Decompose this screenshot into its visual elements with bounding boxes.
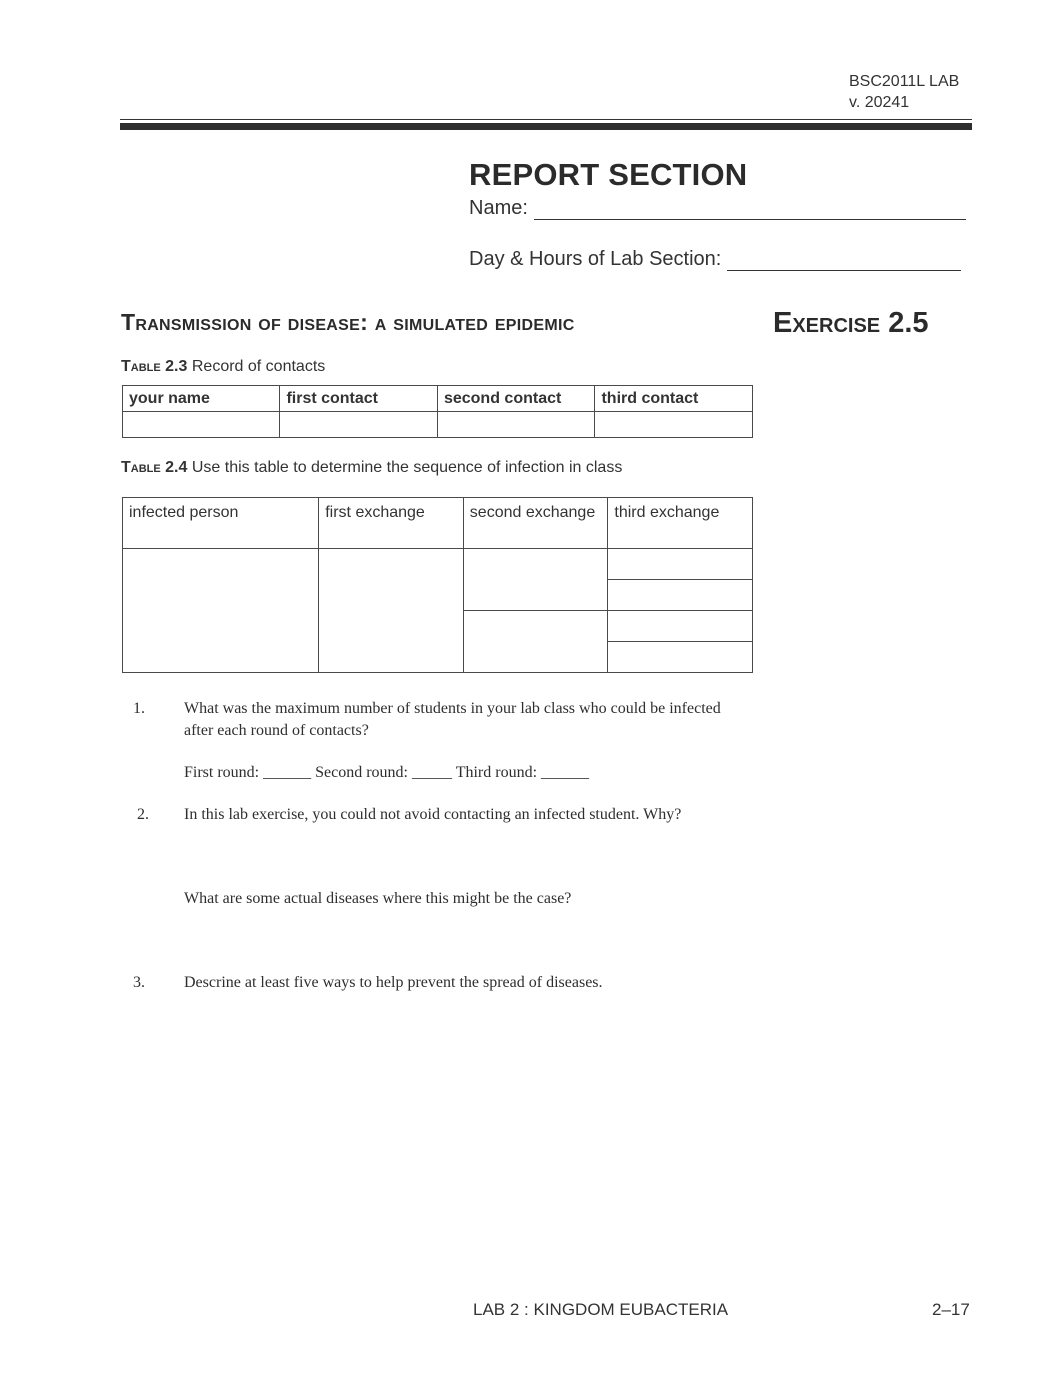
footer-lab-title: LAB 2 : KINGDOM EUBACTERIA <box>473 1300 729 1319</box>
header-rule-thin <box>120 119 972 120</box>
table-2-4-caption <box>121 459 622 477</box>
exercise-number: Exercise 2.5 <box>773 307 929 339</box>
header-cell: second contact <box>437 386 595 412</box>
table-2-3-caption-text: Record of contacts <box>191 358 326 375</box>
header-cell: third exchange <box>608 498 753 549</box>
name-label: Name: <box>469 197 528 219</box>
blank-cell[interactable] <box>608 549 753 580</box>
blank-cell[interactable] <box>123 412 280 438</box>
document-header <box>849 71 959 113</box>
blank-cell[interactable] <box>608 642 753 673</box>
page-number: 2–17 <box>932 1300 970 1319</box>
header-cell: first contact <box>280 386 438 412</box>
exercise-title: Transmission of disease: a simulated epidemic <box>121 309 575 335</box>
question-3-number: 3. <box>133 974 145 991</box>
header-rule-thick <box>120 123 972 130</box>
blank-cell[interactable] <box>437 412 595 438</box>
header-cell: your name <box>123 386 280 412</box>
question-3-text: Descrine at least five ways to help prevent the spread of diseases. <box>184 974 603 991</box>
lab-section-field-row <box>469 248 961 271</box>
infection-sequence-table <box>122 497 753 673</box>
blank-cell[interactable] <box>608 611 753 642</box>
question-2-text: In this lab exercise, you could not avoid contacting an infected student. Why? <box>184 806 682 823</box>
lab-section-label: Day & Hours of Lab Section: <box>469 248 722 270</box>
question-1-text: What was the maximum number of students in your lab class who could be infected after each round of contacts? <box>184 700 721 739</box>
lab-section-blank[interactable] <box>727 250 961 271</box>
header-cell: infected person <box>123 498 319 549</box>
blank-cell[interactable] <box>319 549 464 673</box>
blank-cell[interactable] <box>280 412 438 438</box>
table-2-3-label: Table 2.3 <box>121 358 188 375</box>
table-row <box>123 549 753 580</box>
report-section-title: REPORT SECTION <box>469 157 748 192</box>
table-header-row <box>123 386 753 412</box>
blank-cell[interactable] <box>595 412 753 438</box>
header-cell: third contact <box>595 386 753 412</box>
question-1-rounds: First round: ______ Second round: _____ Third round: ______ <box>184 764 590 781</box>
question-2-followup: What are some actual diseases where this might be the case? <box>184 890 572 907</box>
blank-cell[interactable] <box>463 611 608 673</box>
table-2-3-caption <box>121 358 325 376</box>
contacts-table <box>122 385 753 438</box>
table-2-4-label: Table 2.4 <box>121 459 188 476</box>
table-2-4-caption-text: Use this table to determine the sequence of infection in class <box>191 459 623 476</box>
header-cell: second exchange <box>463 498 608 549</box>
blank-cell[interactable] <box>463 549 608 611</box>
table-row <box>123 412 753 438</box>
version-number: v. 20241 <box>849 94 910 111</box>
name-blank[interactable] <box>534 199 966 220</box>
blank-cell[interactable] <box>123 549 319 673</box>
course-code: BSC2011L LAB <box>849 73 960 90</box>
question-2-number: 2. <box>137 806 149 823</box>
header-cell: first exchange <box>319 498 464 549</box>
name-field-row <box>469 197 966 220</box>
table-header-row <box>123 498 753 549</box>
blank-cell[interactable] <box>608 580 753 611</box>
question-1-number: 1. <box>133 700 145 717</box>
